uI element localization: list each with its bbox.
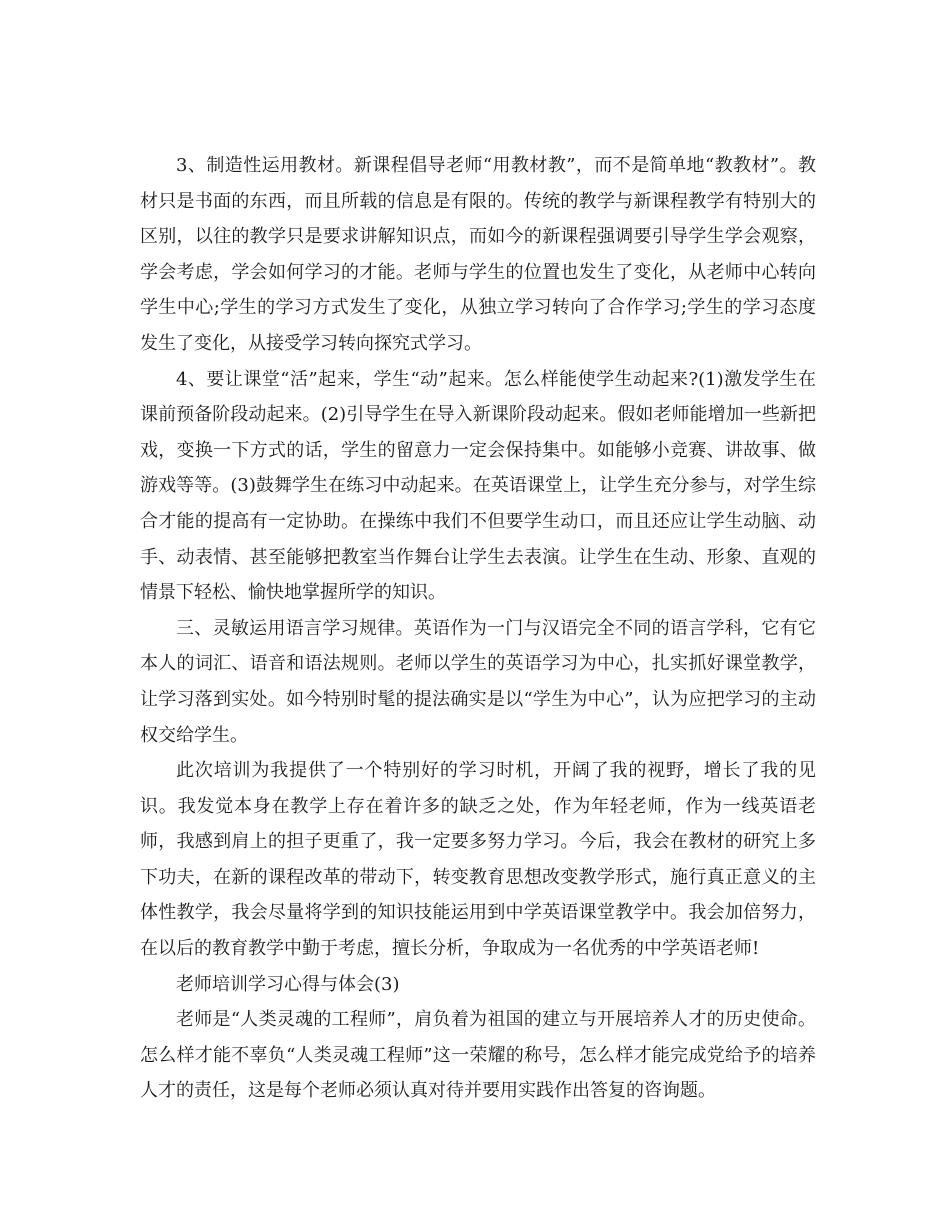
document-page <box>140 148 816 1109</box>
paragraph-textbook-use: 3、制造性运用教材。新课程倡导老师“用教材教”，而不是简单地“教教材”。教材只是书面的东西，而且所载的信息是有限的。传统的教学与新课程教学有特别大的区别，以往的教学只是要求讲解知识点，而如今的新课程强调要引导学生学会观察，学会考虑，学会如何学习的才能。老师与学生的位置也发生了变化，从老师中心转向学生中心;学生的学习方式发生了变化，从独立学习转向了合作学习;学生的学习态度发生了变化，从接受学习转向探究式学习。 <box>140 155 816 354</box>
paragraph-training-reflection: 此次培训为我提供了一个特别好的学习时机，开阔了我的视野，增长了我的见识。我发觉本身在教学上存在着许多的缺乏之处，作为年轻老师，作为一线英语老师，我感到肩上的担子更重了，我一定要多努力学习。今后，我会在教材的研究上多下功夫，在新的课程改革的带动下，转变教育思想改变教学形式，施行真正意义的主体性教学，我会尽量将学到的知识技能运用到中学英语课堂教学中。我会加倍努力，在以后的教育教学中勤于考虑，擅长分析，争取成为一名优秀的中学英语老师! <box>140 760 816 960</box>
paragraph-active-classroom: 4、要让课堂“活”起来，学生“动”起来。怎么样能使学生动起来?(1)激发学生在课前预备阶段动起来。(2)引导学生在导入新课阶段动起来。假如老师能增加一些新把戏，变换一下方式的话，学生的留意力一定会保持集中。如能够小竞赛、讲故事、做游戏等等。(3)鼓舞学生在练习中动起来。在英语课堂上，让学生充分参与，对学生综合才能的提高有一定协助。在操练中我们不但要学生动口，而且还应让学生动脑、动手、动表情、甚至能够把教室当作舞台让学生去表演。让学生在生动、形象、直观的情景下轻松、愉快地掌握所学的知识。 <box>140 368 816 604</box>
section-heading: 老师培训学习心得与体会(3) <box>176 973 400 995</box>
paragraph-teacher-mission: 老师是“人类灵魂的工程师”，肩负着为祖国的建立与开展培养人才的历史使命。怎么样才能不辜负“人类灵魂工程师”这一荣耀的称号，怎么样才能完成党给予的培养人才的责任，这是每个老师必须认真对待并要用实践作出答复的咨询题。 <box>140 1009 816 1102</box>
paragraph-language-rules: 三、灵敏运用语言学习规律。英语作为一门与汉语完全不同的语言学科，它有它本人的词汇、语音和语法规则。老师以学生的英语学习为中心，扎实抓好课堂教学，让学习落到实处。如今特别时髦的提法确实是以“学生为中心”，认为应把学习的主动权交给学生。 <box>140 617 816 746</box>
